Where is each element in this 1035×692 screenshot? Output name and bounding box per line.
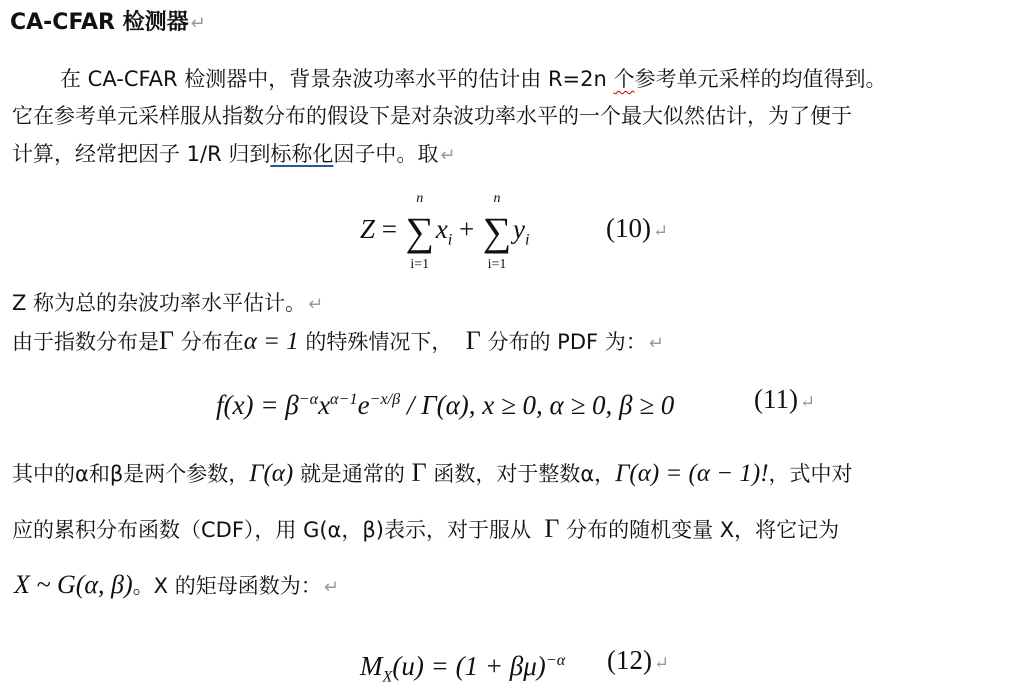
- equation-12-number: (12) ↵: [607, 645, 670, 675]
- gamma-description-line: 由于指数分布是Γ 分布在α = 1 的特殊情况下， Γ 分布的 PDF 为： ↵: [12, 326, 664, 355]
- underlined-term: 标称化: [270, 142, 334, 166]
- section-heading: [10, 6, 206, 41]
- paragraph-mark-icon: ↵: [308, 294, 324, 315]
- para2-line2: 应的累积分布函数（CDF），用 G(α，β)表示，对于服从 Γ 分布的随机变量 X，将它记为: [12, 514, 840, 543]
- equation-11-number: (11) ↵: [754, 384, 816, 414]
- paragraph-mark-icon: ↵: [652, 221, 669, 241]
- z-description-line: Z 称为总的杂波功率水平估计。 ↵: [12, 291, 324, 315]
- paragraph-mark-icon: ↵: [653, 653, 670, 673]
- equation-12: $M_X(u) = (1 + \beta\mu)^{-\alpha}$: [360, 651, 566, 686]
- equation-11: $f(x) = \beta^{-\alpha}x^{\alpha-1}e^{-x/\beta} / \Gamma(\alpha)$, x ≥ 0, α ≥ 0, β ≥ 0: [216, 390, 675, 420]
- summation-symbol: n ∑ i=1: [405, 191, 435, 272]
- para1-line1: 在 CA-CFAR 检测器中，背景杂波功率水平的估计由 R=2n 个参考单元采样的均值得到。: [60, 67, 887, 91]
- heading-text: CA-CFAR 检测器: [10, 10, 189, 35]
- para1-line2: 它在参考单元采样服从指数分布的假设下是对杂波功率水平的一个最大似然估计，为了便于: [12, 104, 852, 128]
- para2-line1: 其中的α和β是两个参数，Γ(α) 就是通常的 Γ 函数，对于整数α，Γ(α) = (α − 1)!，式中对: [12, 458, 853, 487]
- paragraph-mark-icon: ↵: [323, 577, 339, 598]
- summation-symbol: n ∑ i=1: [482, 191, 512, 272]
- equation-10: Z = n ∑ i=1 $x_i$ + n ∑ i=1 $y_i$: [360, 191, 530, 272]
- paragraph-mark-icon: ↵: [648, 333, 664, 354]
- spellcheck-word: 个: [613, 67, 635, 91]
- paragraph-mark-icon: ↵: [190, 13, 206, 34]
- equation-10-number: (10) ↵: [606, 213, 669, 243]
- paragraph-mark-icon: ↵: [440, 145, 456, 166]
- para2-line3: X ~ G(α, β)。X 的矩母函数为： ↵: [14, 570, 339, 599]
- paragraph-mark-icon: ↵: [799, 392, 816, 412]
- para1-line3: 计算，经常把因子 1/R 归到标称化因子中。取 ↵: [12, 142, 456, 166]
